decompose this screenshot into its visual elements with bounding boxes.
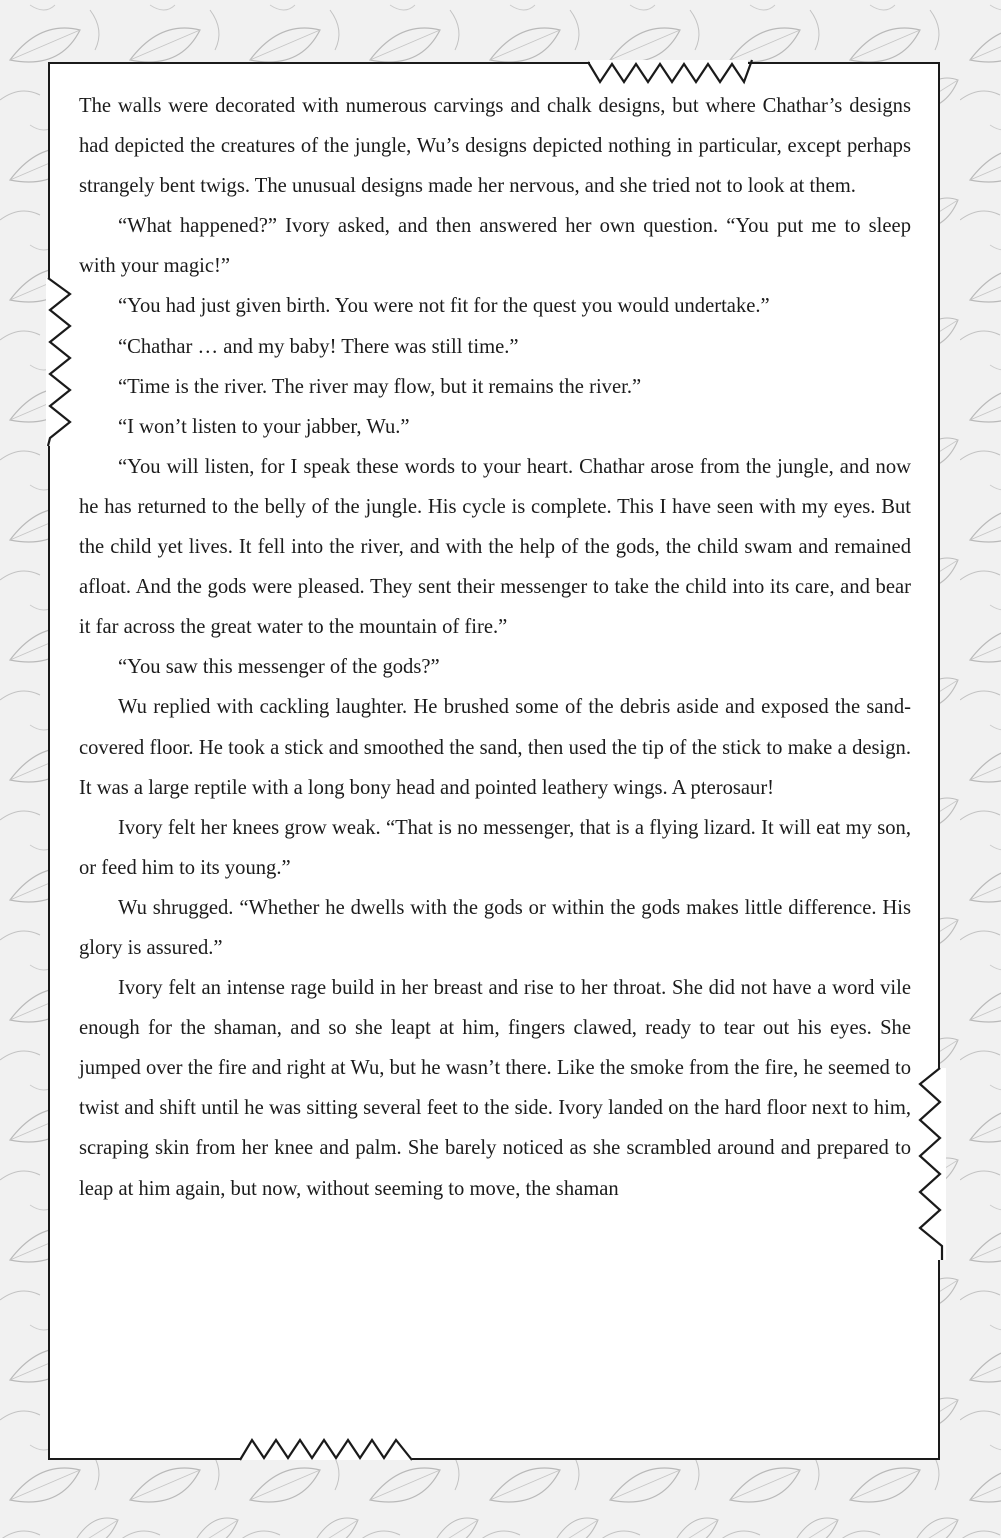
paragraph: Wu replied with cackling laughter. He brushed some of the debris aside and exposed the sand-covered floor. He took a stick and smoothed the sand, then used the tip of the stick to make a design. It was a large reptile with a long bony head and pointed leathery wings. A pterosaur! xyxy=(79,696,911,799)
zigzag-ornament-top xyxy=(586,54,756,88)
zigzag-ornament-right xyxy=(912,1066,952,1262)
paragraph: Wu shrugged. “Whether he dwells with the gods or within the gods makes little difference. His glory is assured.” xyxy=(79,896,911,959)
paragraph: Ivory felt an intense rage build in her breast and rise to her throat. She did not have a word vile enough for the shaman, and so she leapt at him, fingers clawed, ready to tear out his eyes. She jumped over the fire and right at Wu, but he wasn’t there. Like the smoke from the fire, he seemed to twist and shift until he was sitting several feet to the side. Ivory landed on the hard floor next to him, scraping skin from her knee and palm. She barely noticed as she scrambled around and prepared to leap at him again, but now, without seeming to move, the shaman xyxy=(79,977,911,1200)
paragraph: “You will listen, for I speak these words to your heart. Chathar arose from the jungle, and now he has returned to the belly of the jungle. His cycle is complete. This I have seen with my eyes. But the child yet lives. It fell into the river, and with the help of the gods, the child swam and remained afloat. And the gods were pleased. They sent their messenger to take the child into its care, and bear it far across the great water to the mountain of fire.” xyxy=(79,455,911,639)
paragraph: “What happened?” Ivory asked, and then answered her own question. “You put me to sleep with your magic!” xyxy=(79,215,911,278)
paragraph: Ivory felt her knees grow weak. “That is no messenger, that is a flying lizard. It will eat my son, or feed him to its young.” xyxy=(79,816,911,879)
zigzag-ornament-bottom xyxy=(236,1432,416,1466)
paragraph: “You saw this messenger of the gods?” xyxy=(118,656,440,679)
paragraph: “I won’t listen to your jabber, Wu.” xyxy=(118,415,410,438)
paragraph: “Chathar … and my baby! There was still time.” xyxy=(118,335,519,358)
story-text xyxy=(79,86,911,1209)
paragraph: The walls were decorated with numerous carvings and chalk designs, but where Chathar’s designs had depicted the creatures of the jungle, Wu’s designs depicted nothing in particular, except perhaps strangely bent twigs. The unusual designs made her nervous, and she tried not to look at them. xyxy=(79,95,911,198)
paragraph: “You had just given birth. You were not fit for the quest you would undertake.” xyxy=(118,295,770,318)
zigzag-ornament-left xyxy=(40,276,80,448)
paragraph: “Time is the river. The river may flow, but it remains the river.” xyxy=(118,375,642,398)
